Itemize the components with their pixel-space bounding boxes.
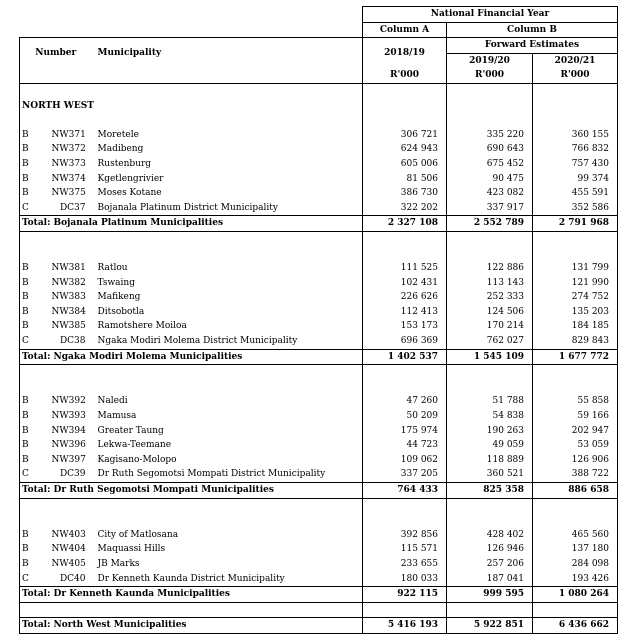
category-cell: C (20, 201, 52, 216)
header-municipality: Municipality (92, 38, 363, 69)
category-cell: B (20, 142, 52, 157)
blank-cell (92, 7, 363, 23)
value-2020-21: 202 947 (533, 424, 618, 439)
municipality-code: NW375 (51, 188, 86, 199)
municipality-row (20, 276, 618, 291)
value-2019-20: 90 475 (447, 172, 533, 187)
value-2018-19: 47 260 (363, 394, 447, 409)
value-2018-19: 322 202 (363, 201, 447, 216)
municipality-row (20, 157, 618, 172)
municipality-row (20, 528, 618, 543)
subtotal-2019-20: 999 595 (447, 587, 533, 603)
allocation-table (19, 6, 618, 634)
municipality-name: Tswaing (92, 276, 363, 291)
value-2018-19: 153 173 (363, 319, 447, 334)
spacer-row (20, 365, 618, 380)
municipality-code: NW385 (51, 321, 86, 332)
municipality-row (20, 424, 618, 439)
value-2018-19: 392 856 (363, 528, 447, 543)
municipality-row (20, 201, 618, 216)
blank-cell (363, 498, 447, 513)
header-row-1 (20, 7, 618, 23)
value-2020-21: 99 374 (533, 172, 618, 187)
blank-cell (363, 365, 447, 380)
value-2020-21: 131 799 (533, 261, 618, 276)
value-2019-20: 252 333 (447, 290, 533, 305)
value-2018-19: 109 062 (363, 453, 447, 468)
value-2020-21: 284 098 (533, 557, 618, 572)
blank-cell (20, 380, 363, 395)
value-2019-20: 126 946 (447, 542, 533, 557)
municipality-row (20, 557, 618, 572)
value-2019-20: 113 143 (447, 276, 533, 291)
value-2018-19: 386 730 (363, 186, 447, 201)
blank-cell (20, 498, 363, 513)
municipality-name: Ratlou (92, 261, 363, 276)
value-2018-19: 233 655 (363, 557, 447, 572)
blank-cell (533, 113, 618, 128)
blank-cell (20, 365, 363, 380)
header-year-a: 2018/19 (363, 38, 447, 69)
blank-cell (447, 247, 533, 262)
municipality-name: Maquassi Hills (92, 542, 363, 557)
subtotal-2018-19: 922 115 (363, 587, 447, 603)
subtotal-2019-20: 825 358 (447, 483, 533, 499)
blank-cell (447, 602, 533, 618)
blank-cell (533, 99, 618, 114)
category-cell: B (20, 557, 52, 572)
blank-cell (363, 247, 447, 262)
blank-cell (20, 113, 363, 128)
header-year-b2: 2020/21 (533, 53, 618, 68)
value-2020-21: 135 203 (533, 305, 618, 320)
municipality-name: Dr Ruth Segomotsi Mompati District Municipality (92, 467, 363, 482)
grand-total-row (20, 618, 618, 634)
value-2018-19: 306 721 (363, 128, 447, 143)
blank-cell (447, 513, 533, 528)
municipality-code: NW373 (51, 158, 86, 169)
category-cell: B (20, 453, 52, 468)
municipality-name: Dr Kenneth Kaunda District Municipality (92, 572, 363, 587)
blank-cell (20, 83, 363, 98)
blank-cell (363, 513, 447, 528)
municipality-row (20, 334, 618, 349)
value-2019-20: 335 220 (447, 128, 533, 143)
blank-cell (20, 7, 52, 23)
municipality-code: NW372 (51, 144, 86, 155)
municipality-row (20, 305, 618, 320)
value-2020-21: 55 858 (533, 394, 618, 409)
subtotal-2020-21: 886 658 (533, 483, 618, 499)
blank-cell (447, 99, 533, 114)
municipality-code: NW384 (51, 306, 86, 317)
header-row-2 (20, 22, 618, 38)
municipality-code: NW374 (51, 173, 86, 184)
value-2018-19: 175 974 (363, 424, 447, 439)
municipality-code: NW394 (51, 425, 86, 436)
subtotal-2020-21: 1 080 264 (533, 587, 618, 603)
value-2020-21: 388 722 (533, 467, 618, 482)
value-2020-21: 465 560 (533, 528, 618, 543)
municipality-row (20, 290, 618, 305)
value-2018-19: 605 006 (363, 157, 447, 172)
blank-cell (363, 99, 447, 114)
header-national-financial-year: National Financial Year (363, 7, 618, 23)
subtotal-2019-20: 1 545 109 (447, 349, 533, 365)
value-2018-19: 50 209 (363, 409, 447, 424)
header-units-row (20, 68, 618, 83)
municipality-code: DC40 (59, 573, 86, 584)
value-2019-20: 257 206 (447, 557, 533, 572)
municipality-row (20, 261, 618, 276)
blank-cell (533, 498, 618, 513)
blank-cell (20, 22, 52, 38)
header-column-a: Column A (363, 22, 447, 38)
blank-cell (447, 113, 533, 128)
category-cell: B (20, 305, 52, 320)
municipality-name: Madibeng (92, 142, 363, 157)
subtotal-row (20, 483, 618, 499)
category-cell: C (20, 467, 52, 482)
value-2018-19: 226 626 (363, 290, 447, 305)
value-2020-21: 53 059 (533, 438, 618, 453)
value-2020-21: 455 591 (533, 186, 618, 201)
municipality-row (20, 453, 618, 468)
blank-cell (20, 231, 363, 246)
unit-b1: R'000 (447, 68, 533, 83)
category-cell: C (20, 572, 52, 587)
municipality-name: Kgetlengrivier (92, 172, 363, 187)
blank-cell (363, 380, 447, 395)
municipality-row (20, 394, 618, 409)
header-year-b1: 2019/20 (447, 53, 533, 68)
municipality-row (20, 319, 618, 334)
subtotal-label: Total: Dr Ruth Segomotsi Mompati Municipalities (20, 483, 363, 499)
value-2019-20: 170 214 (447, 319, 533, 334)
blank-cell (52, 22, 92, 38)
grand-total-2020-21: 6 436 662 (533, 618, 618, 634)
value-2020-21: 360 155 (533, 128, 618, 143)
subtotal-row (20, 349, 618, 365)
header-row-3 (20, 38, 618, 54)
municipality-name: Ditsobotla (92, 305, 363, 320)
unit-a: R'000 (363, 68, 447, 83)
municipality-code: NW371 (51, 129, 86, 140)
subtotal-2019-20: 2 552 789 (447, 216, 533, 232)
blank-cell (363, 231, 447, 246)
municipality-code: NW392 (51, 396, 86, 407)
subtotal-2018-19: 1 402 537 (363, 349, 447, 365)
subtotal-2018-19: 2 327 108 (363, 216, 447, 232)
value-2020-21: 274 752 (533, 290, 618, 305)
municipality-code: NW381 (51, 263, 86, 274)
value-2020-21: 137 180 (533, 542, 618, 557)
value-2020-21: 757 430 (533, 157, 618, 172)
category-cell: B (20, 319, 52, 334)
blank-cell (20, 513, 363, 528)
value-2018-19: 44 723 (363, 438, 447, 453)
municipality-name: Rustenburg (92, 157, 363, 172)
blank-cell (363, 113, 447, 128)
value-2019-20: 675 452 (447, 157, 533, 172)
category-cell: C (20, 334, 52, 349)
municipality-name: Ngaka Modiri Molema District Municipality (92, 334, 363, 349)
category-cell: B (20, 542, 52, 557)
municipality-row (20, 142, 618, 157)
municipality-code: NW403 (51, 529, 86, 540)
subtotal-row (20, 587, 618, 603)
header-forward-estimates: Forward Estimates (447, 38, 618, 54)
header-column-b: Column B (447, 22, 618, 38)
municipality-row (20, 438, 618, 453)
municipality-code: NW404 (51, 544, 86, 555)
category-cell: B (20, 409, 52, 424)
municipality-name: Mafikeng (92, 290, 363, 305)
province-row (20, 99, 618, 114)
blank-cell (533, 380, 618, 395)
blank-cell (52, 7, 92, 23)
municipality-code: DC39 (59, 469, 86, 480)
blank-cell (447, 498, 533, 513)
municipality-row (20, 409, 618, 424)
value-2019-20: 360 521 (447, 467, 533, 482)
blank-cell (20, 247, 363, 262)
value-2019-20: 49 059 (447, 438, 533, 453)
municipality-row (20, 186, 618, 201)
category-cell: B (20, 261, 52, 276)
municipality-name: Moretele (92, 128, 363, 143)
value-2018-19: 337 205 (363, 467, 447, 482)
value-2020-21: 126 906 (533, 453, 618, 468)
blank-cell (533, 513, 618, 528)
subtotal-2018-19: 764 433 (363, 483, 447, 499)
value-2020-21: 59 166 (533, 409, 618, 424)
value-2019-20: 187 041 (447, 572, 533, 587)
value-2018-19: 81 506 (363, 172, 447, 187)
value-2018-19: 624 943 (363, 142, 447, 157)
grand-total-label: Total: North West Municipalities (20, 618, 363, 634)
municipality-name: Lekwa-Teemane (92, 438, 363, 453)
blank-cell (533, 365, 618, 380)
subtotal-2020-21: 1 677 772 (533, 349, 618, 365)
value-2018-19: 102 431 (363, 276, 447, 291)
value-2019-20: 190 263 (447, 424, 533, 439)
blank-cell (20, 68, 363, 83)
blank-cell (447, 365, 533, 380)
category-cell: B (20, 172, 52, 187)
category-cell: B (20, 424, 52, 439)
spacer-row (20, 247, 618, 262)
header-number: Number (20, 38, 92, 69)
municipality-name: Ramotshere Moiloa (92, 319, 363, 334)
blank-cell (533, 602, 618, 618)
municipality-row (20, 172, 618, 187)
blank-cell (92, 22, 363, 38)
unit-b2: R'000 (533, 68, 618, 83)
category-cell: B (20, 438, 52, 453)
blank-cell (363, 602, 447, 618)
blank-cell (533, 83, 618, 98)
spacer-row (20, 380, 618, 395)
value-2018-19: 180 033 (363, 572, 447, 587)
municipality-row (20, 467, 618, 482)
municipality-code: NW393 (51, 411, 86, 422)
spacer-row (20, 602, 618, 618)
category-cell: B (20, 290, 52, 305)
spacer-row (20, 231, 618, 246)
value-2019-20: 122 886 (447, 261, 533, 276)
value-2020-21: 829 843 (533, 334, 618, 349)
municipality-name: Moses Kotane (92, 186, 363, 201)
value-2019-20: 337 917 (447, 201, 533, 216)
subtotal-2020-21: 2 791 968 (533, 216, 618, 232)
spacer-row (20, 83, 618, 98)
value-2020-21: 352 586 (533, 201, 618, 216)
municipality-name: Mamusa (92, 409, 363, 424)
value-2020-21: 121 990 (533, 276, 618, 291)
value-2019-20: 690 643 (447, 142, 533, 157)
municipality-row (20, 572, 618, 587)
spacer-row (20, 498, 618, 513)
blank-cell (20, 602, 363, 618)
spacer-row (20, 113, 618, 128)
municipality-code: NW397 (51, 454, 86, 465)
municipality-code: DC38 (59, 336, 86, 347)
spacer-row (20, 513, 618, 528)
municipality-name: Bojanala Platinum District Municipality (92, 201, 363, 216)
municipality-name: Naledi (92, 394, 363, 409)
blank-cell (447, 83, 533, 98)
municipality-code: NW383 (51, 292, 86, 303)
municipality-code: NW382 (51, 277, 86, 288)
category-cell: B (20, 394, 52, 409)
blank-cell (363, 83, 447, 98)
value-2020-21: 193 426 (533, 572, 618, 587)
grand-total-2019-20: 5 922 851 (447, 618, 533, 634)
value-2019-20: 423 082 (447, 186, 533, 201)
value-2019-20: 762 027 (447, 334, 533, 349)
municipality-code: DC37 (59, 202, 86, 213)
municipality-code: NW396 (51, 440, 86, 451)
value-2019-20: 51 788 (447, 394, 533, 409)
subtotal-label: Total: Bojanala Platinum Municipalities (20, 216, 363, 232)
municipality-row (20, 128, 618, 143)
value-2019-20: 118 889 (447, 453, 533, 468)
value-2018-19: 111 525 (363, 261, 447, 276)
blank-cell (533, 247, 618, 262)
blank-cell (447, 231, 533, 246)
category-cell: B (20, 157, 52, 172)
value-2019-20: 124 506 (447, 305, 533, 320)
value-2018-19: 115 571 (363, 542, 447, 557)
category-cell: B (20, 528, 52, 543)
subtotal-row (20, 216, 618, 232)
province-heading: NORTH WEST (20, 99, 363, 114)
category-cell: B (20, 276, 52, 291)
value-2018-19: 112 413 (363, 305, 447, 320)
municipality-name: City of Matlosana (92, 528, 363, 543)
value-2018-19: 696 369 (363, 334, 447, 349)
value-2019-20: 54 838 (447, 409, 533, 424)
value-2020-21: 766 832 (533, 142, 618, 157)
municipality-row (20, 542, 618, 557)
municipality-name: JB Marks (92, 557, 363, 572)
blank-cell (447, 380, 533, 395)
value-2019-20: 428 402 (447, 528, 533, 543)
municipality-code: NW405 (51, 558, 86, 569)
grand-total-2018-19: 5 416 193 (363, 618, 447, 634)
municipality-name: Kagisano-Molopo (92, 453, 363, 468)
subtotal-label: Total: Dr Kenneth Kaunda Municipalities (20, 587, 363, 603)
municipality-name: Greater Taung (92, 424, 363, 439)
category-cell: B (20, 128, 52, 143)
subtotal-label: Total: Ngaka Modiri Molema Municipalities (20, 349, 363, 365)
value-2020-21: 184 185 (533, 319, 618, 334)
category-cell: B (20, 186, 52, 201)
blank-cell (533, 231, 618, 246)
